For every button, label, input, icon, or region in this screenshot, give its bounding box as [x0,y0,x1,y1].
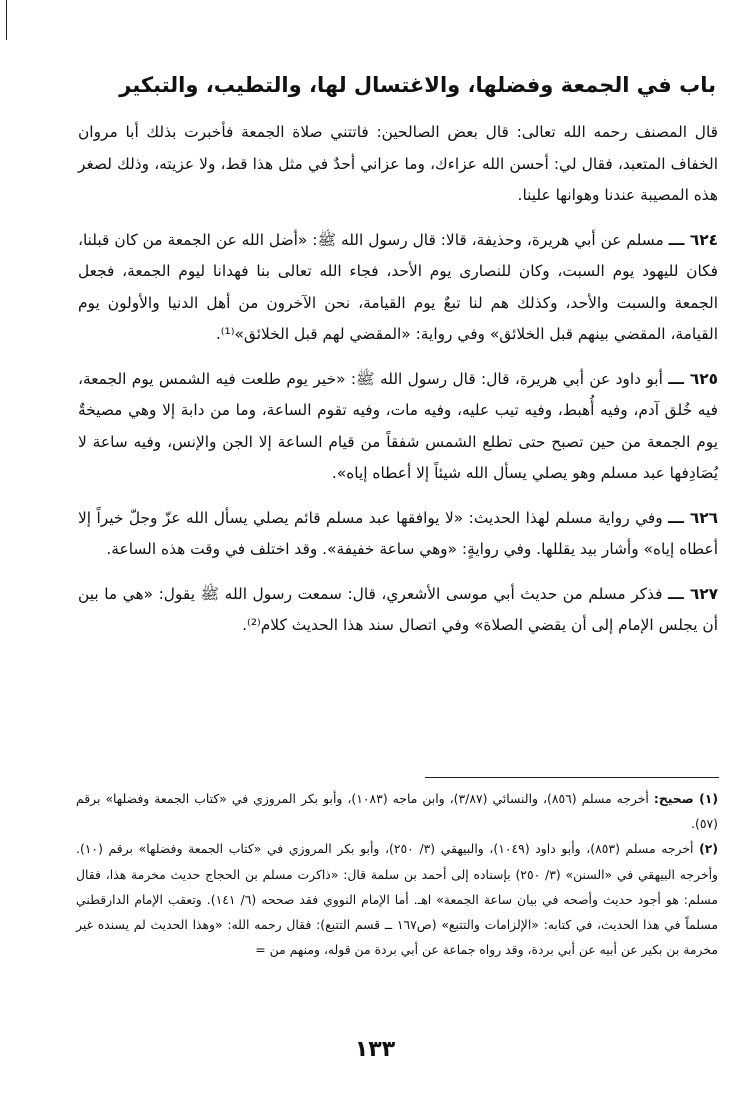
hadith-number: ٦٢٧ ـــ [668,584,718,603]
footnote-text: أخرجه مسلم (٨٥٣)، وأبو داود (١٠٤٩)، والبيهقي (٣/ ٢٥٠)، وأبو بكر المروزي في «كتاب الجمعة وفضلها» برقم (١٠). وأخرجه البيهقي في «السنن» (٣/ ٢٥٠) بإسناده إلى أحمد بن سلمة قال: «ذاكرت مسلم بن الحجاج حديث مخرمة هذا، فقال مسلم: هو أجود حديث وأصحه في بيان ساعة الجمعة» اهـ. أما الإمام النووي فقد صححه (٦/ ١٤١). وتعقب الإمام الدارقطني مسلماً في هذا الحديث، في كتابه: «الإلزامات والتتبع» (ص١٦٧ ــ قسم التتبع): فقال رحمه الله: «وهذا الحديث لم يسنده غير مخرمة بن بكير عن أبيه عن أبي بردة، وقد رواه جماعة عن أبي بردة من قوله، ومنهم من = [76,841,719,958]
footnote-label: (٢) [699,841,718,857]
paragraph-text: مسلم عن أبي هريرة، وحذيفة، قالا: قال رسول الله ﷺ: «أضل الله عن الجمعة من كان قبلنا، فكان لليهود يوم السبت، وكان للنصارى يوم الأحد، فجاء الله تعالى بنا فهدانا ليوم الجمعة، فجعل الجمعة والسبت والأحد، وكذلك هم لنا تبعٌ يوم القيامة، نحن الآخرون من أهل الدنيا والأولون يوم القيامة، المقضي بينهم قبل الخلائق» وفي رواية: «المقضي لهم قبل الخلائق»⁽¹⁾. [78,230,718,343]
footnotes [76,786,718,962]
paragraph-text: أبو داود عن أبي هريرة، قال: قال رسول الله ﷺ: «خير يوم طلعت فيه الشمس يوم الجمعة، فيه خُلق آدم، وفيه أُهبط، وفيه تيب عليه، وفيه مات، وفيه تقوم الساعة، وما من دابة إلا وهي مصيخةٌ يوم الجمعة من حين تصبح حتى تطلع الشمس شفقاً من قيام الساعة إلا الجن والإنس، وفيه ساعة لا يُصَادِفها عبد مسلم وهو يصلي يسأل الله شيئاً إلا أعطاه إياه». [78,369,718,482]
footnote-1 [76,786,718,836]
hadith-626 [78,503,718,566]
main-text [78,117,718,653]
paragraph-text: قال المصنف رحمه الله تعالى: قال بعض الصالحين: فاتتني صلاة الجمعة فأخبرت بذلك أبا مروان الخفاف المتعبد، فقال لي: أحسن الله عزاءك، وما عزاني أحدٌ في مثل هذا قط، ولا عزيته، وذلك لصغر هذه المصيبة عندنا وهوانها علينا. [78,123,718,204]
hadith-627 [78,579,718,642]
page-number: ١٣٣ [354,1037,396,1062]
footnote-label: (١) صحيح: [653,791,718,806]
paragraph-text: وفي رواية مسلم لهذا الحديث: «لا يوافقها عبد مسلم قائم يصلي يسأل الله عزّ وجلّ خيراً إلا أعطاه إياه» وأشار بيد يقللها. وفي روايةٍ: «وهي ساعة خفيفة». وقد اختلف في وقت هذه الساعة. [78,508,718,558]
hadith-number: ٦٢٤ ـــ [668,230,719,249]
hadith-624 [78,225,718,351]
hadith-number: ٦٢٦ ـــ [668,508,718,527]
chapter-title: باب في الجمعة وفضلها، والاغتسال لها، والتطيب، والتبكير [119,73,716,97]
hadith-number: ٦٢٥ ـــ [668,369,719,388]
hadith-625 [78,364,718,490]
scan-edge-line [6,0,7,40]
footnote-text: أخرجه مسلم (٨٥٦)، والنسائي (٣/٨٧)، وابن ماجه (١٠٨٣)، وأبو بكر المروزي في «كتاب الجمعة وفضلها» برقم (٥٧). [76,791,718,832]
footnote-divider [425,777,719,778]
footnote-2 [76,836,718,962]
paragraph-text: فذكر مسلم من حديث أبي موسى الأشعري، قال: سمعت رسول الله ﷺ يقول: «هي ما بين أن يجلس الإمام إلى أن يقضي الصلاة» وفي اتصال سند هذا الحديث كلام⁽²⁾. [78,584,718,634]
intro-paragraph [78,117,718,212]
